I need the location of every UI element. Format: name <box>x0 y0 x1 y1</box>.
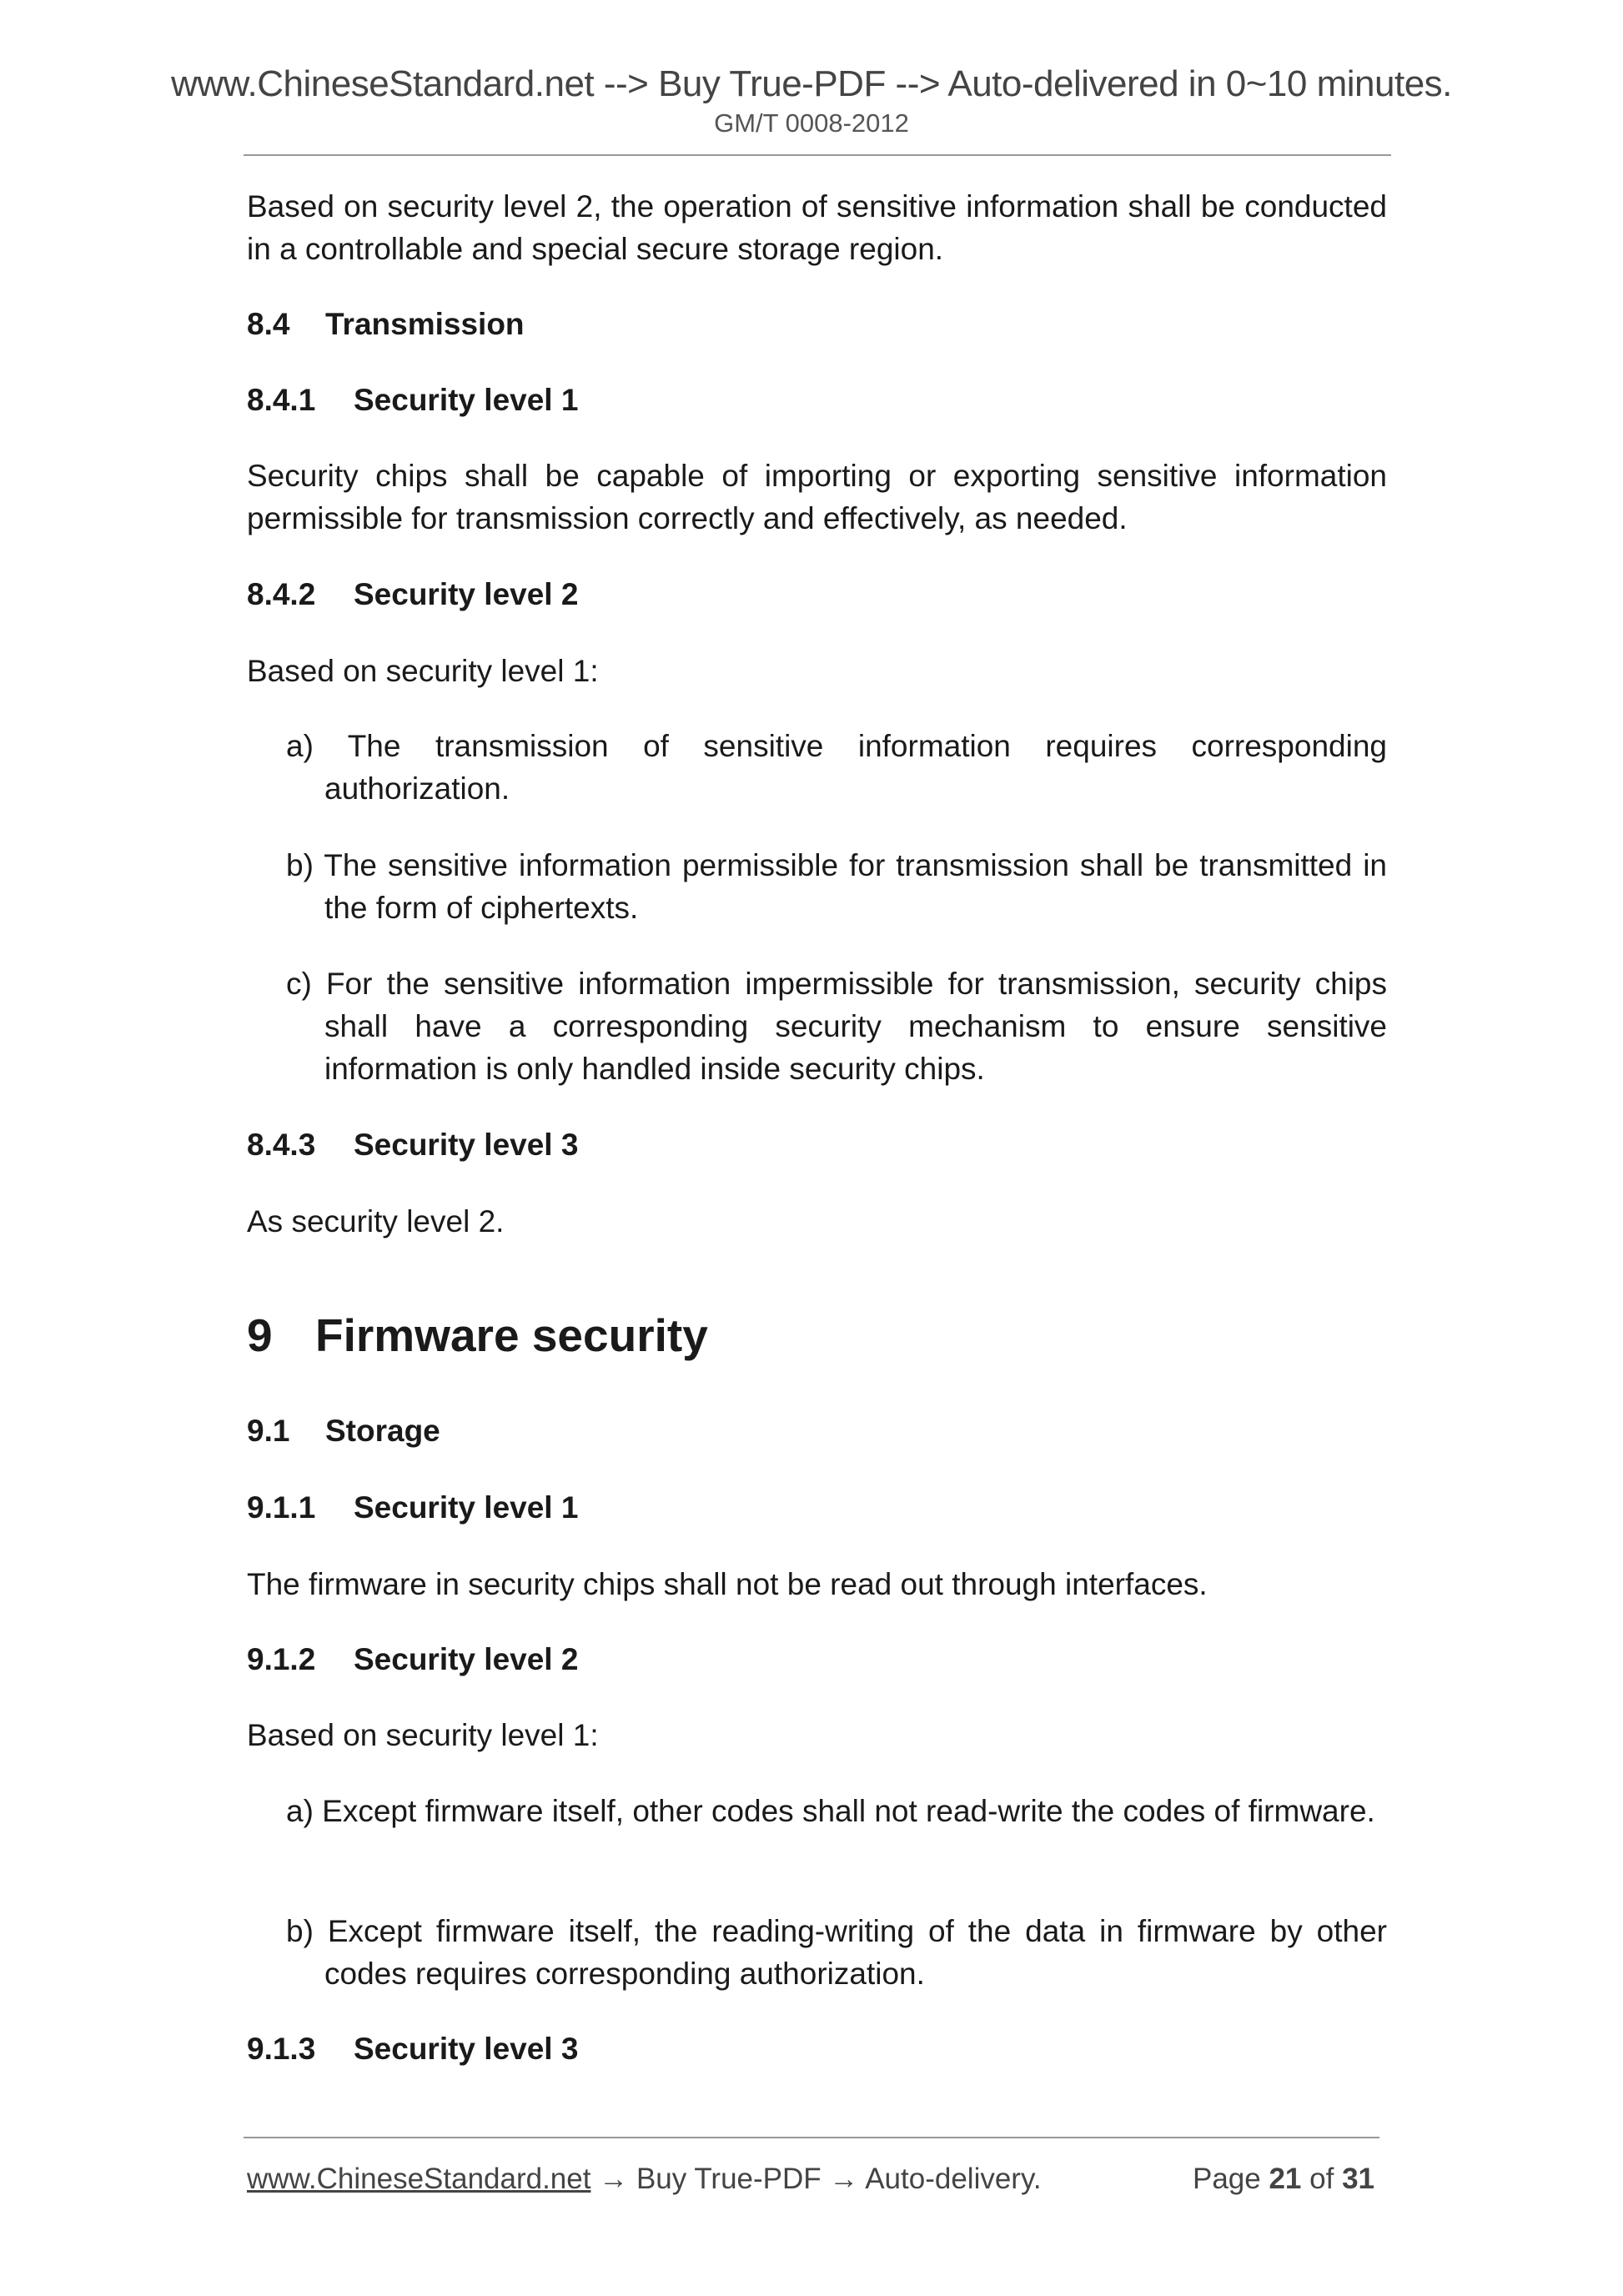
paragraph: Security chips shall be capable of importing or exporting sensitive information permissible for transmission correctly and effectively, as needed. <box>247 459 1387 535</box>
list-item: a) The transmission of sensitive information requires corresponding authorization. <box>286 729 1387 806</box>
page-number <box>1193 2160 1374 2198</box>
section-number: 9.1.3 <box>247 2032 316 2066</box>
paragraph: Based on security level 1: <box>247 654 599 688</box>
section-number: 8.4.1 <box>247 383 316 417</box>
header-divider <box>244 154 1391 156</box>
footer-left <box>247 2160 1042 2198</box>
page-of: of <box>1309 2163 1334 2195</box>
section-title: Security level 1 <box>354 1490 579 1525</box>
paragraph: As security level 2. <box>247 1204 505 1238</box>
section-title: Security level 3 <box>354 2032 579 2066</box>
section-title: Storage <box>325 1414 440 1448</box>
paragraph: Based on security level 2, the operation of sensitive information shall be conducted in a controllable and special secure storage region. <box>247 189 1387 266</box>
section-heading-8-4-3 <box>247 1123 578 1166</box>
section-heading-9-1 <box>247 1409 440 1452</box>
section-number: 9.1.2 <box>247 1642 316 1676</box>
section-heading-9-1-3 <box>247 2027 578 2070</box>
arrow-right-icon: → <box>599 2163 629 2195</box>
section-number: 8.4.3 <box>247 1128 316 1162</box>
arrow-right-icon: → <box>829 2163 859 2195</box>
section-title: Security level 2 <box>354 1642 579 1676</box>
footer-buy: Buy True-PDF <box>636 2163 822 2195</box>
header-banner: www.ChineseStandard.net --> Buy True-PDF --> Auto-delivered in 0~10 minutes. <box>171 63 1452 104</box>
list-item: b) The sensitive information permissible for transmission shall be transmitted in the form of ciphertexts. <box>286 848 1387 925</box>
list-item: a) Except firmware itself, other codes shall not read-write the codes of firmware. <box>286 1794 1375 1828</box>
paragraph: Based on security level 1: <box>247 1718 599 1752</box>
section-title: Transmission <box>325 307 525 341</box>
paragraph: The firmware in security chips shall not be read out through interfaces. <box>247 1567 1208 1601</box>
document-id: GM/T 0008-2012 <box>714 108 909 138</box>
section-heading-8-4-2 <box>247 573 578 615</box>
list-item: b) Except firmware itself, the reading-writing of the data in firmware by other codes requires corresponding authorization. <box>286 1914 1387 1991</box>
current-page: 21 <box>1269 2163 1302 2195</box>
section-number: 9.1 <box>247 1414 290 1448</box>
page-label: Page <box>1192 2163 1261 2195</box>
chapter-heading-9 <box>247 1309 708 1362</box>
footer-divider <box>244 2137 1379 2138</box>
section-title: Firmware security <box>315 1309 708 1361</box>
section-title: Security level 1 <box>354 383 579 417</box>
section-title: Security level 3 <box>354 1128 579 1162</box>
section-heading-8-4 <box>247 303 525 345</box>
section-number: 8.4.2 <box>247 577 316 611</box>
footer-delivery: Auto-delivery. <box>865 2163 1042 2195</box>
section-heading-9-1-2 <box>247 1638 578 1681</box>
section-number: 9.1.1 <box>247 1490 316 1525</box>
section-title: Security level 2 <box>354 577 579 611</box>
total-pages: 31 <box>1342 2163 1374 2195</box>
section-number: 9 <box>247 1309 273 1361</box>
footer-link[interactable]: www.ChineseStandard.net <box>247 2163 591 2195</box>
list-item: c) For the sensitive information impermissible for transmission, security chips shall have a corresponding security mechanism to ensure sensitive information is only handled inside security chips. <box>286 967 1387 1086</box>
section-number: 8.4 <box>247 307 290 341</box>
section-heading-9-1-1 <box>247 1486 578 1529</box>
section-heading-8-4-1 <box>247 379 578 421</box>
